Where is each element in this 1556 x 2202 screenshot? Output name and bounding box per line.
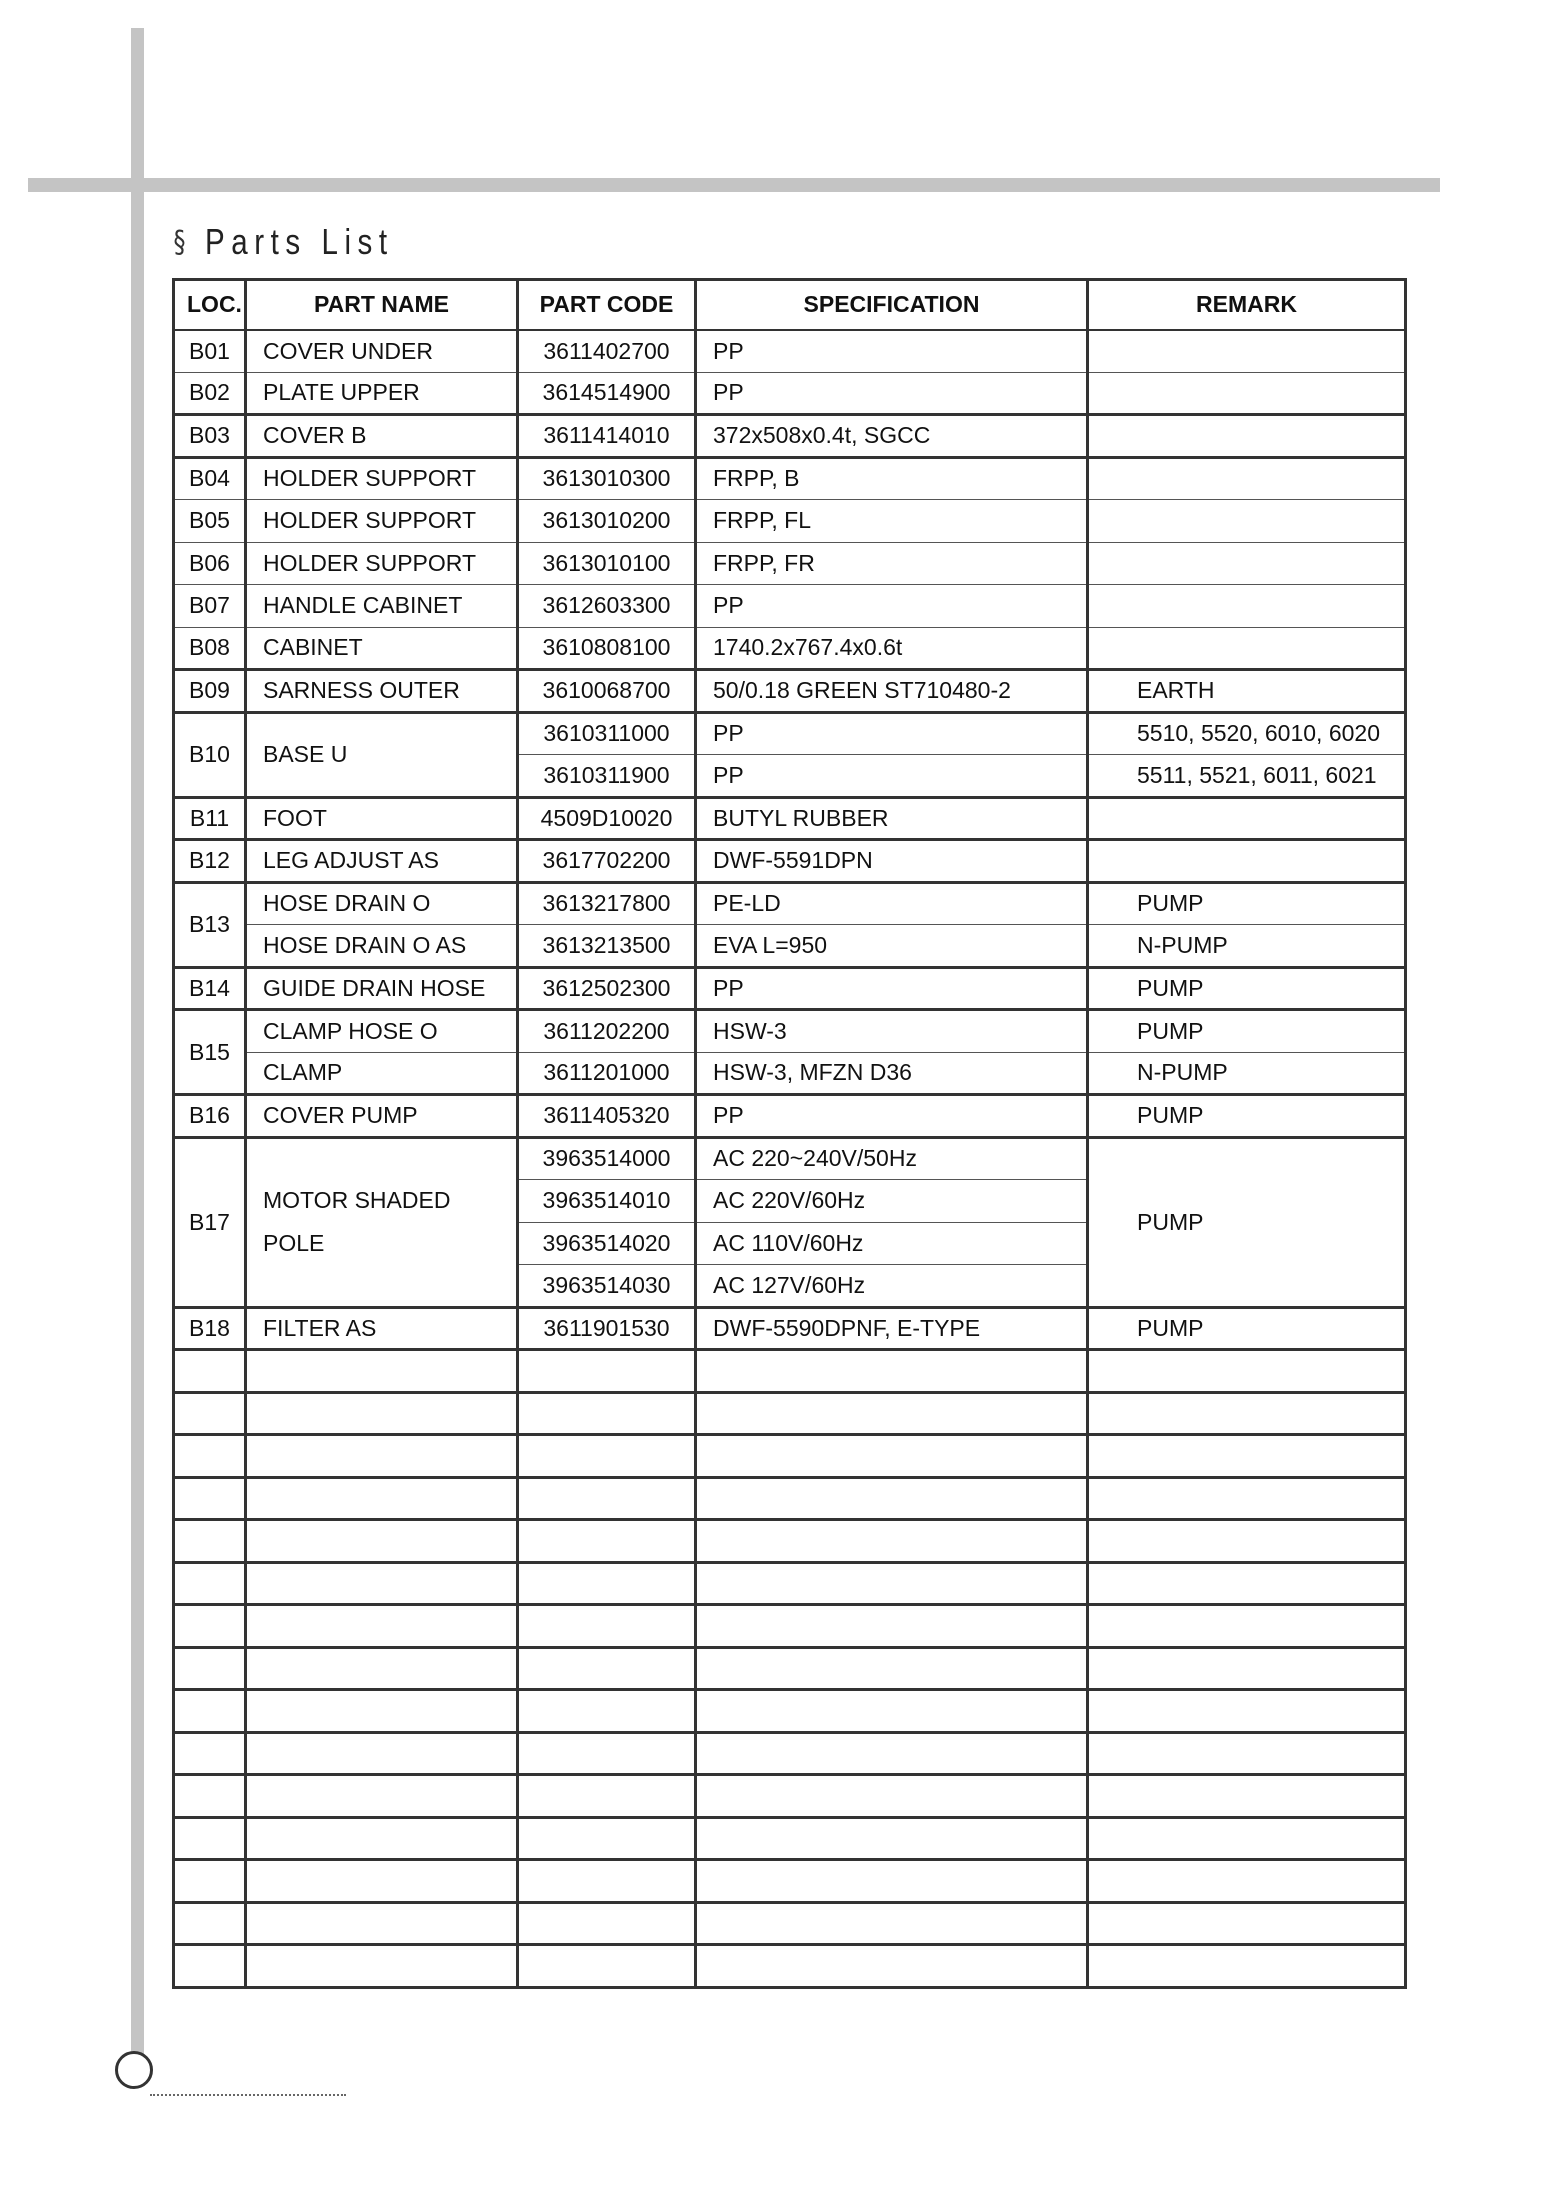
empty-cell — [246, 1775, 518, 1818]
empty-cell — [174, 1690, 246, 1733]
loc-cell: B15 — [174, 1010, 246, 1095]
loc-cell: B08 — [174, 627, 246, 670]
empty-cell — [518, 1562, 696, 1605]
table-row — [174, 330, 1406, 373]
loc-cell: B01 — [174, 330, 246, 373]
empty-table-row — [174, 1605, 1406, 1648]
part-code-cell: 3610068700 — [518, 670, 696, 713]
part-name-cell: HOSE DRAIN O AS — [246, 925, 518, 968]
empty-cell — [1088, 1350, 1406, 1393]
empty-table-row — [174, 1520, 1406, 1563]
empty-cell — [246, 1647, 518, 1690]
remark-cell: N-PUMP — [1088, 1052, 1406, 1095]
table-row — [174, 1010, 1406, 1053]
title-text: Parts List — [205, 221, 394, 262]
part-code-cell: 3611901530 — [518, 1307, 696, 1350]
empty-cell — [1088, 1775, 1406, 1818]
part-name-cell: CABINET — [246, 627, 518, 670]
empty-cell — [696, 1562, 1088, 1605]
empty-cell — [518, 1520, 696, 1563]
empty-cell — [174, 1732, 246, 1775]
table-row — [174, 1307, 1406, 1350]
empty-cell — [174, 1902, 246, 1945]
empty-cell — [518, 1392, 696, 1435]
empty-cell — [696, 1732, 1088, 1775]
remark-cell: PUMP — [1088, 1095, 1406, 1138]
empty-cell — [518, 1775, 696, 1818]
empty-table-row — [174, 1350, 1406, 1393]
part-code-cell: 3611202200 — [518, 1010, 696, 1053]
part-code-cell: 3611414010 — [518, 415, 696, 458]
part-name-cell: LEG ADJUST AS — [246, 840, 518, 883]
empty-cell — [1088, 1860, 1406, 1903]
empty-cell — [696, 1350, 1088, 1393]
spec-cell: PP — [696, 585, 1088, 628]
empty-cell — [696, 1647, 1088, 1690]
footer-dotted-line — [150, 2094, 346, 2096]
empty-table-row — [174, 1945, 1406, 1988]
remark-cell — [1088, 330, 1406, 373]
part-name-cell: CLAMP — [246, 1052, 518, 1095]
loc-cell: B16 — [174, 1095, 246, 1138]
loc-cell: B09 — [174, 670, 246, 713]
spec-cell: DWF-5590DPNF, E-TYPE — [696, 1307, 1088, 1350]
part-name-cell: HOLDER SUPPORT — [246, 457, 518, 500]
remark-cell — [1088, 457, 1406, 500]
loc-cell: B07 — [174, 585, 246, 628]
part-name-cell: COVER PUMP — [246, 1095, 518, 1138]
table-row — [174, 712, 1406, 755]
empty-table-row — [174, 1732, 1406, 1775]
empty-cell — [174, 1605, 246, 1648]
remark-cell — [1088, 840, 1406, 883]
empty-cell — [518, 1817, 696, 1860]
empty-table-row — [174, 1775, 1406, 1818]
empty-cell — [246, 1477, 518, 1520]
part-code-cell: 3613010200 — [518, 500, 696, 543]
remark-cell — [1088, 500, 1406, 543]
empty-cell — [696, 1690, 1088, 1733]
spec-cell: FRPP, FR — [696, 542, 1088, 585]
left-decorative-bar — [131, 28, 144, 2073]
part-code-cell: 3611201000 — [518, 1052, 696, 1095]
remark-cell — [1088, 415, 1406, 458]
header-part-name: PART NAME — [246, 280, 518, 330]
spec-cell: 372x508x0.4t, SGCC — [696, 415, 1088, 458]
empty-cell — [174, 1945, 246, 1988]
remark-cell: PUMP — [1088, 882, 1406, 925]
table-row — [174, 372, 1406, 415]
part-name-cell: COVER B — [246, 415, 518, 458]
empty-table-row — [174, 1817, 1406, 1860]
loc-cell: B06 — [174, 542, 246, 585]
spec-cell: 50/0.18 GREEN ST710480-2 — [696, 670, 1088, 713]
empty-table-row — [174, 1435, 1406, 1478]
part-name-cell: COVER UNDER — [246, 330, 518, 373]
empty-cell — [518, 1690, 696, 1733]
loc-cell: B10 — [174, 712, 246, 797]
loc-cell: B03 — [174, 415, 246, 458]
empty-cell — [246, 1817, 518, 1860]
loc-cell: B12 — [174, 840, 246, 883]
empty-table-row — [174, 1647, 1406, 1690]
spec-cell: AC 220~240V/50Hz — [696, 1137, 1088, 1180]
part-code-cell: 3612502300 — [518, 967, 696, 1010]
empty-cell — [518, 1860, 696, 1903]
empty-cell — [174, 1435, 246, 1478]
empty-cell — [696, 1435, 1088, 1478]
remark-cell: PUMP — [1088, 1137, 1406, 1307]
empty-cell — [1088, 1562, 1406, 1605]
empty-cell — [174, 1647, 246, 1690]
remark-cell: 5510, 5520, 6010, 6020 — [1088, 712, 1406, 755]
part-code-cell: 3613010100 — [518, 542, 696, 585]
empty-rows — [174, 1350, 1406, 1988]
part-name-line: POLE — [263, 1230, 325, 1256]
remark-cell: PUMP — [1088, 1010, 1406, 1053]
section-title — [172, 222, 435, 262]
part-name-cell: FOOT — [246, 797, 518, 840]
empty-cell — [696, 1477, 1088, 1520]
empty-cell — [246, 1732, 518, 1775]
empty-cell — [1088, 1690, 1406, 1733]
table-row — [174, 1137, 1406, 1180]
empty-table-row — [174, 1477, 1406, 1520]
part-name-cell: BASE U — [246, 712, 518, 797]
empty-cell — [174, 1562, 246, 1605]
top-decorative-bar — [28, 178, 1440, 192]
table-row — [174, 627, 1406, 670]
empty-cell — [1088, 1902, 1406, 1945]
empty-cell — [174, 1817, 246, 1860]
table-row — [174, 500, 1406, 543]
loc-cell: B17 — [174, 1137, 246, 1307]
part-code-cell: 3963514010 — [518, 1180, 696, 1223]
part-code-cell: 3963514000 — [518, 1137, 696, 1180]
remark-cell — [1088, 585, 1406, 628]
part-code-cell: 3610311900 — [518, 755, 696, 798]
part-code-cell: 3613217800 — [518, 882, 696, 925]
part-code-cell: 3610311000 — [518, 712, 696, 755]
spec-cell: FRPP, FL — [696, 500, 1088, 543]
empty-cell — [246, 1520, 518, 1563]
part-name-cell: FILTER AS — [246, 1307, 518, 1350]
empty-cell — [1088, 1392, 1406, 1435]
remark-cell: PUMP — [1088, 1307, 1406, 1350]
empty-cell — [174, 1392, 246, 1435]
part-code-cell: 3611402700 — [518, 330, 696, 373]
empty-cell — [518, 1732, 696, 1775]
spec-cell: AC 110V/60Hz — [696, 1222, 1088, 1265]
empty-cell — [246, 1902, 518, 1945]
spec-cell: PE-LD — [696, 882, 1088, 925]
table-row — [174, 1095, 1406, 1138]
empty-cell — [246, 1945, 518, 1988]
empty-cell — [696, 1902, 1088, 1945]
table-row — [174, 925, 1406, 968]
spec-cell: EVA L=950 — [696, 925, 1088, 968]
part-code-cell: 3613010300 — [518, 457, 696, 500]
empty-cell — [518, 1945, 696, 1988]
empty-cell — [518, 1902, 696, 1945]
part-code-cell: 3613213500 — [518, 925, 696, 968]
spec-cell: BUTYL RUBBER — [696, 797, 1088, 840]
parts-table — [172, 278, 1407, 1989]
spec-cell: PP — [696, 1095, 1088, 1138]
remark-cell — [1088, 627, 1406, 670]
table-row — [174, 1052, 1406, 1095]
empty-cell — [246, 1435, 518, 1478]
spec-cell: PP — [696, 372, 1088, 415]
empty-cell — [246, 1690, 518, 1733]
header-loc: LOC. — [174, 280, 246, 330]
empty-table-row — [174, 1860, 1406, 1903]
spec-cell: PP — [696, 755, 1088, 798]
empty-cell — [1088, 1477, 1406, 1520]
spec-cell: HSW-3 — [696, 1010, 1088, 1053]
empty-cell — [246, 1392, 518, 1435]
remark-cell: 5511, 5521, 6011, 6021 — [1088, 755, 1406, 798]
table-row — [174, 585, 1406, 628]
empty-table-row — [174, 1562, 1406, 1605]
part-name-cell — [246, 1137, 518, 1307]
loc-cell: B13 — [174, 882, 246, 967]
empty-cell — [518, 1477, 696, 1520]
part-code-cell: 3611405320 — [518, 1095, 696, 1138]
part-name-cell: HOLDER SUPPORT — [246, 500, 518, 543]
remark-cell: PUMP — [1088, 967, 1406, 1010]
spec-cell: PP — [696, 330, 1088, 373]
spec-cell: FRPP, B — [696, 457, 1088, 500]
empty-cell — [246, 1605, 518, 1648]
remark-cell: N-PUMP — [1088, 925, 1406, 968]
empty-cell — [1088, 1817, 1406, 1860]
part-name-cell: PLATE UPPER — [246, 372, 518, 415]
empty-cell — [518, 1605, 696, 1648]
empty-table-row — [174, 1392, 1406, 1435]
part-name-cell: SARNESS OUTER — [246, 670, 518, 713]
page-number-circle — [115, 2051, 153, 2089]
section-s-icon: § — [173, 224, 186, 260]
header-remark: REMARK — [1088, 280, 1406, 330]
loc-cell: B05 — [174, 500, 246, 543]
empty-cell — [696, 1605, 1088, 1648]
empty-cell — [518, 1350, 696, 1393]
part-code-cell: 3610808100 — [518, 627, 696, 670]
empty-cell — [246, 1562, 518, 1605]
empty-cell — [696, 1860, 1088, 1903]
empty-cell — [696, 1775, 1088, 1818]
part-name-cell: CLAMP HOSE O — [246, 1010, 518, 1053]
empty-table-row — [174, 1690, 1406, 1733]
part-name-cell: GUIDE DRAIN HOSE — [246, 967, 518, 1010]
empty-cell — [174, 1520, 246, 1563]
spec-cell: AC 127V/60Hz — [696, 1265, 1088, 1308]
empty-cell — [696, 1817, 1088, 1860]
loc-cell: B14 — [174, 967, 246, 1010]
empty-cell — [174, 1775, 246, 1818]
table-header-row — [174, 280, 1406, 330]
spec-cell: 1740.2x767.4x0.6t — [696, 627, 1088, 670]
empty-cell — [518, 1647, 696, 1690]
table-row — [174, 840, 1406, 883]
part-code-cell: 3963514020 — [518, 1222, 696, 1265]
empty-cell — [1088, 1945, 1406, 1988]
spec-cell: PP — [696, 967, 1088, 1010]
empty-table-row — [174, 1902, 1406, 1945]
spec-cell: PP — [696, 712, 1088, 755]
part-name-line: MOTOR SHADED — [263, 1187, 451, 1213]
loc-cell: B11 — [174, 797, 246, 840]
spec-cell: HSW-3, MFZN D36 — [696, 1052, 1088, 1095]
loc-cell: B02 — [174, 372, 246, 415]
table-row — [174, 967, 1406, 1010]
part-name-cell: HOSE DRAIN O — [246, 882, 518, 925]
part-code-cell: 4509D10020 — [518, 797, 696, 840]
empty-cell — [518, 1435, 696, 1478]
table-row — [174, 882, 1406, 925]
empty-cell — [1088, 1435, 1406, 1478]
remark-cell — [1088, 372, 1406, 415]
remark-cell: EARTH — [1088, 670, 1406, 713]
part-code-cell: 3612603300 — [518, 585, 696, 628]
table-row — [174, 797, 1406, 840]
empty-cell — [174, 1477, 246, 1520]
table-row — [174, 415, 1406, 458]
part-name-cell: HANDLE CABINET — [246, 585, 518, 628]
table-row — [174, 542, 1406, 585]
empty-cell — [696, 1392, 1088, 1435]
remark-cell — [1088, 797, 1406, 840]
empty-cell — [174, 1350, 246, 1393]
part-name-cell: HOLDER SUPPORT — [246, 542, 518, 585]
table-row — [174, 670, 1406, 713]
header-specification: SPECIFICATION — [696, 280, 1088, 330]
empty-cell — [696, 1945, 1088, 1988]
empty-cell — [696, 1520, 1088, 1563]
loc-cell: B04 — [174, 457, 246, 500]
spec-cell: AC 220V/60Hz — [696, 1180, 1088, 1223]
empty-cell — [1088, 1605, 1406, 1648]
part-code-cell: 3963514030 — [518, 1265, 696, 1308]
empty-cell — [1088, 1732, 1406, 1775]
empty-cell — [1088, 1520, 1406, 1563]
table-row — [174, 457, 1406, 500]
empty-cell — [174, 1860, 246, 1903]
empty-cell — [246, 1350, 518, 1393]
empty-cell — [246, 1860, 518, 1903]
remark-cell — [1088, 542, 1406, 585]
header-part-code: PART CODE — [518, 280, 696, 330]
empty-cell — [1088, 1647, 1406, 1690]
part-code-cell: 3614514900 — [518, 372, 696, 415]
spec-cell: DWF-5591DPN — [696, 840, 1088, 883]
loc-cell: B18 — [174, 1307, 246, 1350]
part-code-cell: 3617702200 — [518, 840, 696, 883]
